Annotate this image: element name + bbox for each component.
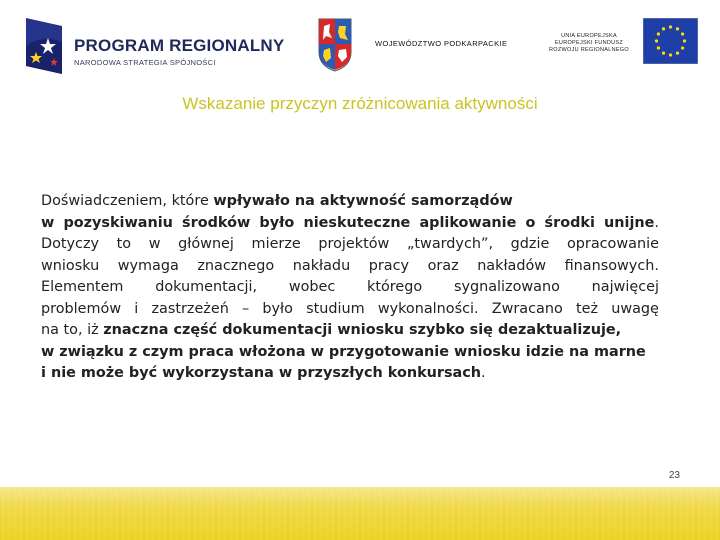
word: środków	[182, 214, 251, 231]
text-segment-bold: wpływało na aktywność samorządów	[213, 193, 513, 209]
word: wobec	[288, 279, 336, 295]
body-text	[41, 191, 659, 385]
word: projektów	[318, 236, 390, 252]
word: pracy	[368, 257, 410, 274]
word: w	[148, 236, 161, 252]
word: finansowych.	[564, 257, 659, 274]
word: było	[262, 300, 293, 317]
word: gdzie	[510, 236, 550, 252]
text-line	[41, 213, 659, 235]
program-logo-subtitle: NARODOWA STRATEGIA SPÓJNOŚCI	[74, 58, 216, 67]
word: –	[242, 300, 250, 317]
word: opracowanie	[566, 236, 659, 252]
word: Elementem	[41, 279, 124, 295]
text-line	[41, 256, 659, 278]
text-segment-bold: w związku z czym praca włożona w przygotowanie wniosku idzie na marne	[41, 343, 646, 360]
word: głównej	[178, 236, 234, 252]
eu-label-line: EUROPEJSKI FUNDUSZ	[554, 40, 624, 46]
word: nakładu	[292, 257, 351, 274]
word: sygnalizowano	[453, 279, 560, 295]
word: było	[259, 214, 295, 231]
word: oraz	[427, 257, 459, 274]
eu-label-line: ROZWOJU REGIONALNEGO	[549, 47, 629, 53]
word: uwagę	[611, 300, 659, 317]
word: mierze	[251, 236, 301, 252]
word: problemów	[41, 300, 122, 317]
text-segment-bold: i nie może być wykorzystana w przyszłych konkursach	[41, 365, 482, 381]
text-line	[41, 299, 659, 321]
footer-band	[0, 487, 720, 540]
word: wykonalności.	[377, 300, 479, 317]
word: Zwracano	[491, 300, 563, 317]
text-segment: na to, iż	[41, 322, 104, 338]
word: też	[575, 300, 599, 317]
word: dokumentacji,	[155, 279, 258, 295]
text-segment-bold: znaczna część dokumentacji wniosku szybko się dezaktualizuje,	[103, 322, 622, 338]
header	[0, 0, 720, 90]
word-bold: unijne	[604, 214, 655, 231]
word: o	[525, 214, 536, 231]
program-logo-mark-icon	[22, 16, 68, 76]
word: środki	[544, 214, 595, 231]
punctuation: .	[481, 365, 486, 381]
program-logo-title: PROGRAM REGIONALNY	[74, 36, 285, 55]
word: w	[41, 214, 55, 231]
text-line	[41, 234, 659, 256]
word: Dotyczy	[41, 236, 100, 252]
text-line	[41, 277, 659, 299]
word: nakładów	[477, 257, 547, 274]
word: zastrzeżeń	[151, 300, 229, 317]
word: to	[116, 236, 132, 252]
word: aplikowanie	[419, 214, 517, 231]
word: pozyskiwaniu	[63, 214, 173, 231]
eu-label	[545, 33, 633, 54]
word	[604, 213, 659, 235]
slide-title: Wskazanie przyczyn zróżnicowania aktywności	[182, 94, 538, 113]
word: nieskuteczne	[303, 214, 411, 231]
word: studium	[306, 300, 365, 317]
word: którego	[367, 279, 423, 295]
podkarpackie-coat-of-arms-icon	[318, 18, 352, 72]
text-segment: Doświadczeniem, które	[41, 193, 214, 209]
text-line	[41, 363, 659, 385]
punctuation: .	[654, 214, 659, 231]
voivodeship-label: WOJEWÓDZTWO PODKARPACKIE	[375, 39, 508, 48]
text-line	[41, 191, 659, 213]
word: wniosku	[41, 257, 100, 274]
word: „twardych”,	[406, 236, 494, 252]
eu-label-line: UNIA EUROPEJSKA	[561, 33, 617, 39]
eu-flag-icon	[643, 18, 698, 64]
text-line	[41, 342, 659, 364]
word: znacznego	[197, 257, 275, 274]
page-number: 23	[668, 470, 680, 481]
word: wymaga	[117, 257, 179, 274]
text-line	[41, 320, 659, 342]
word: najwięcej	[591, 279, 659, 295]
program-regionalny-logo	[22, 16, 285, 76]
word: i	[134, 300, 139, 317]
